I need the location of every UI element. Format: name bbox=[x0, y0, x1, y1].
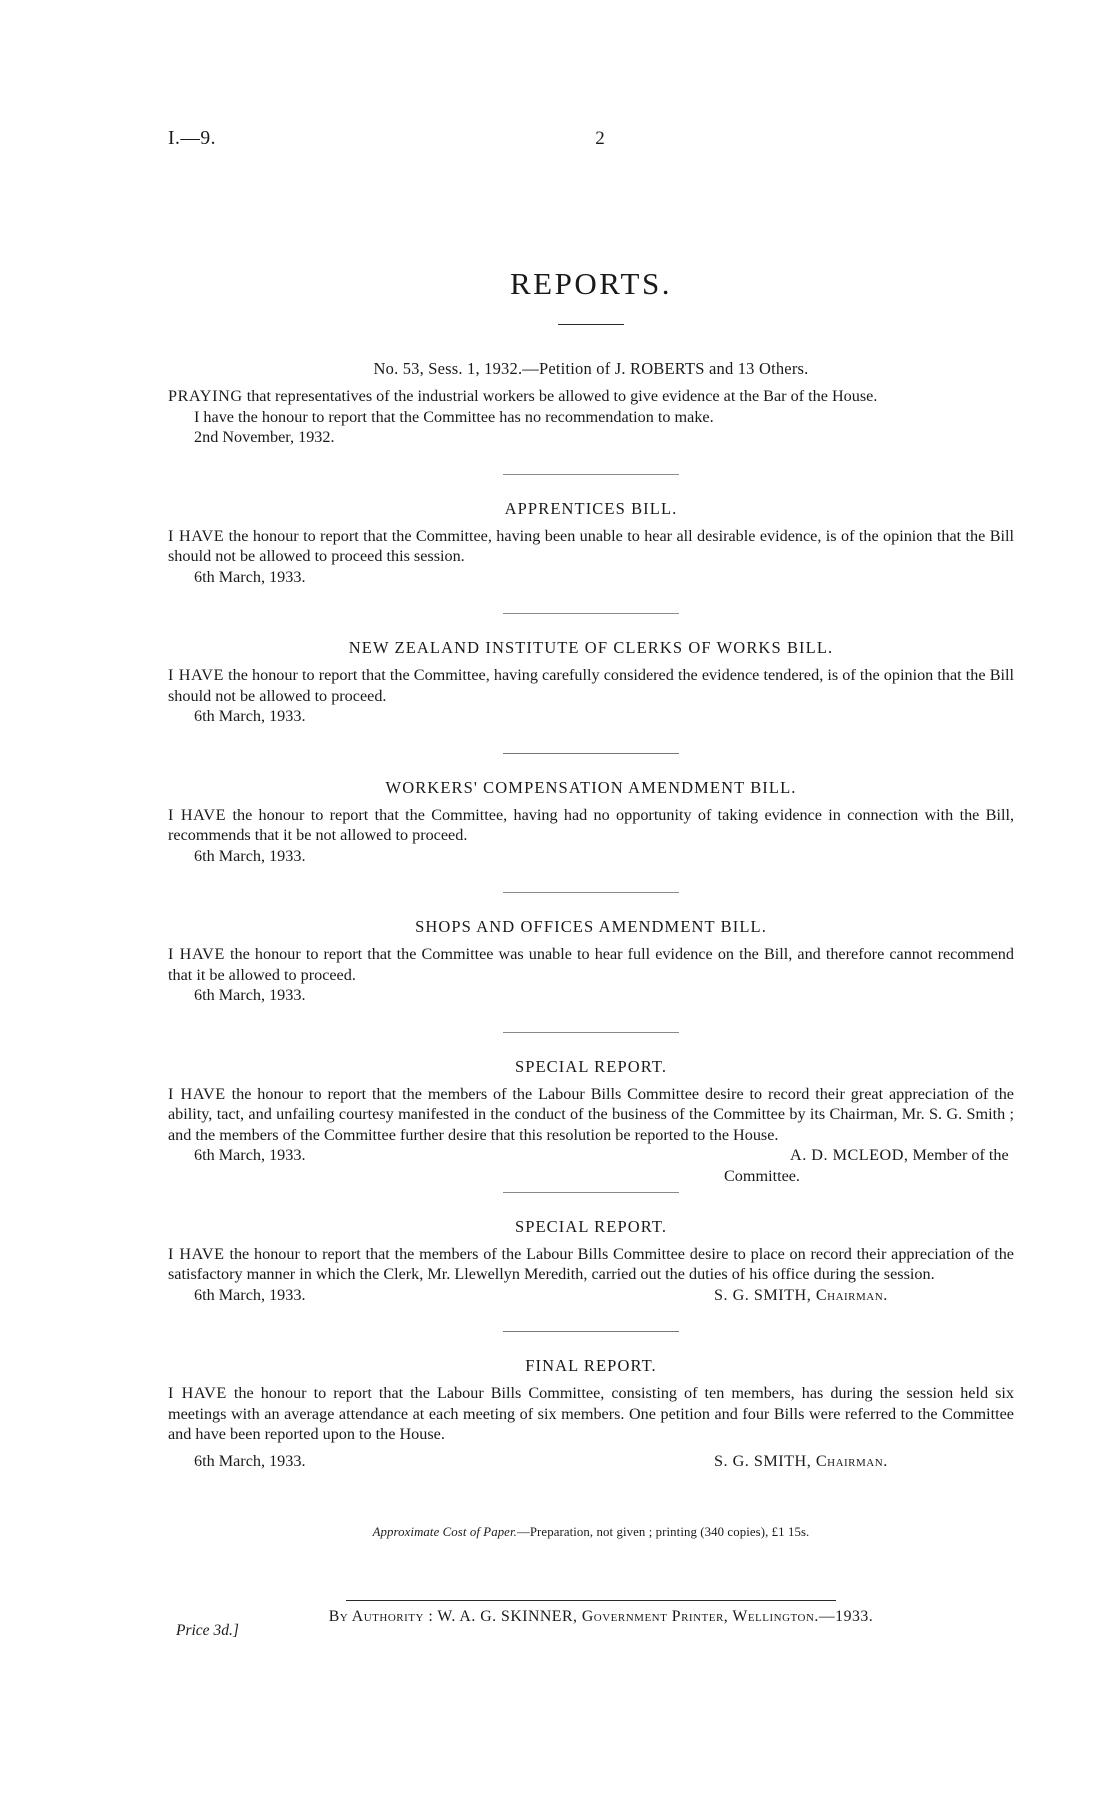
section-heading: APPRENTICES BILL. bbox=[504, 498, 678, 518]
section-date: 2nd November, 1932. bbox=[194, 428, 335, 446]
section-heading: SPECIAL REPORT. bbox=[514, 1056, 668, 1076]
section-heading: NEW ZEALAND INSTITUTE OF CLERKS OF WORKS BILL. bbox=[348, 638, 834, 657]
section-divider bbox=[503, 1331, 679, 1332]
page-number: 2 bbox=[595, 128, 605, 149]
body-text: the honour to report that the Committee, having carefully considered the evidence tendered, is of the opinion that the Bill should not be allowed to proceed. bbox=[168, 666, 1014, 705]
authority-line: By Authority : W. A. G. SKINNER, Government Printer, Wellington.—1933. bbox=[328, 1608, 874, 1625]
section-heading: WORKERS' COMPENSATION AMENDMENT BILL. bbox=[385, 777, 797, 797]
section-body bbox=[168, 526, 1014, 567]
cost-note-text: —Preparation, not given ; printing (340 copies), £1 15s. bbox=[516, 1525, 810, 1539]
section-body bbox=[168, 386, 1014, 407]
signature-name: S. G. SMITH, Chairman. bbox=[714, 1285, 888, 1304]
lead-words: I HAVE bbox=[168, 1084, 226, 1103]
section-special-report-2 bbox=[168, 1217, 1014, 1306]
section-body bbox=[168, 1084, 1014, 1146]
section-body bbox=[168, 665, 1014, 706]
signature-block bbox=[168, 1145, 1014, 1185]
title-rule bbox=[558, 324, 624, 325]
section-heading: SHOPS AND OFFICES AMENDMENT BILL. bbox=[415, 917, 767, 936]
section-date: 6th March, 1933. bbox=[194, 846, 306, 865]
section-date: 6th March, 1933. bbox=[194, 1285, 306, 1304]
body-text: the honour to report that the Committee was unable to hear full evidence on the Bill, and therefore cannot recommend that it be allowed to proceed. bbox=[168, 945, 1014, 984]
lead-words: I HAVE bbox=[168, 1384, 227, 1402]
section-date: 6th March, 1933. bbox=[194, 707, 306, 725]
lead-words: I HAVE bbox=[168, 945, 225, 963]
section-body bbox=[168, 1383, 1014, 1445]
lead-words: I HAVE bbox=[168, 666, 224, 684]
section-body-second: I have the honour to report that the Committee has no recommendation to make. bbox=[194, 407, 714, 426]
section-date: 6th March, 1933. bbox=[194, 1146, 306, 1164]
section-heading: SPECIAL REPORT. bbox=[514, 1216, 668, 1236]
page-content bbox=[168, 128, 1014, 1540]
body-text: the honour to report that the members of the Labour Bills Committee desire to record their great appreciation of the ability, tact, and unfailing courtesy manifested in the conduct of the business of the Committee by its Chairman, Mr. S. G. Smith ; and the members of the Committee further desire that this resolution be reported to the House. bbox=[168, 1084, 1014, 1144]
lead-words: PRAYING bbox=[168, 387, 243, 405]
price-label: Price 3d.] bbox=[176, 1622, 239, 1639]
section-divider bbox=[503, 753, 679, 754]
section-heading: FINAL REPORT. bbox=[525, 1356, 657, 1375]
page-header bbox=[168, 128, 1014, 162]
page-title: REPORTS. bbox=[510, 266, 672, 301]
lead-words: I HAVE bbox=[168, 805, 227, 824]
lead-words: I HAVE bbox=[168, 526, 225, 545]
body-text: the honour to report that the Committee, having had no opportunity of taking evidence in connection with the Bill, recommends that it be not allowed to proceed. bbox=[168, 805, 1014, 844]
document-reference: I.—9. bbox=[168, 128, 216, 149]
section-workers-compensation-bill bbox=[168, 778, 1014, 867]
section-shops-and-offices-bill bbox=[168, 917, 1014, 1006]
signature-name: A. D. MCLEOD, bbox=[790, 1146, 909, 1164]
body-text: the honour to report that the members of the Labour Bills Committee desire to place on record their appreciation of the satisfactory manner in which the Clerk, Mr. Llewellyn Meredith, carried out the duties of his office during the session. bbox=[168, 1244, 1014, 1283]
signature-block bbox=[168, 1451, 1014, 1472]
section-clerks-of-works-bill bbox=[168, 638, 1014, 727]
signature-block bbox=[168, 1285, 1014, 1306]
footer-line bbox=[168, 1608, 1014, 1639]
signature-right bbox=[724, 1145, 1014, 1186]
section-date: 6th March, 1933. bbox=[194, 986, 306, 1004]
section-apprentices-bill bbox=[168, 499, 1014, 588]
signature-role: Member of the Committee. bbox=[724, 1146, 1009, 1185]
section-petition bbox=[168, 359, 1014, 448]
section-heading-text: No. 53, Sess. 1, 1932.—Petition of J. ROBERTS and 13 Others. bbox=[373, 359, 809, 378]
section-divider bbox=[503, 474, 679, 475]
section-special-report-1 bbox=[168, 1056, 1014, 1185]
section-body bbox=[168, 1244, 1014, 1285]
section-body bbox=[168, 805, 1014, 846]
section-divider bbox=[503, 613, 679, 614]
section-final-report bbox=[168, 1356, 1014, 1471]
body-text: that representatives of the industrial workers be allowed to give evidence at the Bar of the House. bbox=[242, 387, 878, 405]
section-divider bbox=[503, 1032, 679, 1033]
section-date: 6th March, 1933. bbox=[194, 1451, 306, 1470]
page-footer bbox=[168, 1600, 1014, 1639]
section-divider bbox=[503, 892, 679, 893]
lead-words: I HAVE bbox=[168, 1244, 225, 1263]
section-date: 6th March, 1933. bbox=[194, 567, 306, 586]
section-heading bbox=[168, 359, 1014, 379]
cost-note bbox=[168, 1525, 1014, 1540]
signature-name: S. G. SMITH, Chairman. bbox=[714, 1451, 888, 1470]
section-body bbox=[168, 944, 1014, 985]
footer-rule bbox=[346, 1600, 836, 1601]
body-text: the honour to report that the Labour Bills Committee, consisting of ten members, has during the session held six meetings with an average attendance at each meeting of six members. One petition and four Bills were referred to the Committee and have been reported upon to the House. bbox=[168, 1384, 1014, 1443]
cost-note-label: Approximate Cost of Paper. bbox=[372, 1525, 517, 1539]
section-divider bbox=[503, 1192, 679, 1193]
body-text: the honour to report that the Committee, having been unable to hear all desirable evidence, is of the opinion that the Bill should not be allowed to proceed this session. bbox=[168, 526, 1014, 565]
